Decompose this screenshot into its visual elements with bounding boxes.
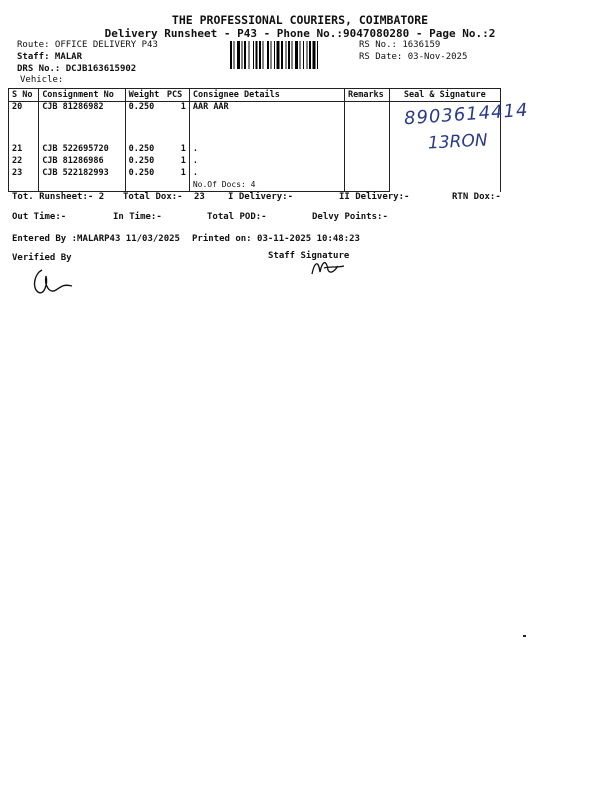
printed-on: Printed on: 03-11-2025 10:48:23 (192, 234, 360, 244)
verified-by-label: Verified By (12, 253, 72, 263)
cell-details: . (189, 144, 344, 156)
scan-mark (523, 635, 526, 637)
cell-sno: 23 (9, 168, 39, 180)
total-dox-label: Total Dox:- (123, 192, 183, 202)
total-pod: Total POD:- (207, 212, 267, 222)
col-consignee: Consignee Details (189, 89, 344, 102)
cell-weight: 0.250 (125, 168, 164, 180)
company-name: THE PROFESSIONAL COURIERS, COIMBATORE (171, 13, 429, 27)
cell-sno: 22 (9, 156, 39, 168)
rtn-dox: RTN Dox:- (452, 192, 501, 202)
col-weight: Weight (125, 89, 164, 102)
entered-by: Entered By :MALARP43 11/03/2025 (12, 234, 180, 244)
col-consignment: Consignment No (39, 89, 125, 102)
drs-number: DRS No.: DCJB163615902 (17, 64, 137, 74)
col-remarks: Remarks (344, 89, 389, 102)
cell-consignment: CJB 522695720 (39, 144, 125, 156)
delvy-points: Delvy Points:- (312, 212, 388, 222)
cell-consignment: CJB 81286986 (39, 156, 125, 168)
rs-number: RS No.: 1636159 (359, 40, 441, 50)
cell-sno: 20 (9, 102, 39, 144)
staff-signature-label: Staff Signature (268, 251, 350, 261)
col-seal-signature: Seal & Signature (389, 89, 500, 102)
cell-consignment: CJB 81286982 (39, 102, 125, 144)
runsheet-title: Delivery Runsheet - P43 - Phone No.:9047080280 - Page No.:2 (104, 27, 496, 40)
vehicle-label: Vehicle: (20, 75, 64, 85)
cell-weight: 0.250 (125, 156, 164, 168)
cell-consignment: CJB 522182993 (39, 168, 125, 180)
cell-remarks (344, 168, 389, 180)
cell-details: . (189, 168, 344, 180)
staff-signature (304, 254, 348, 278)
cell-pcs: 1 (164, 168, 190, 180)
cell-details: AAR AAR (189, 102, 344, 144)
col-pcs: PCS (164, 89, 190, 102)
cell-weight: 0.250 (125, 102, 164, 144)
cell-pcs: 1 (164, 102, 190, 144)
cell-pcs: 1 (164, 144, 190, 156)
route-label: Route: OFFICE DELIVERY P43 (17, 40, 158, 50)
in-time: In Time:- (113, 212, 162, 222)
i-delivery: I Delivery:- (228, 192, 294, 202)
handwritten-phone: 8903614414 (403, 99, 530, 130)
no-of-docs: No.Of Docs: 4 (189, 180, 344, 192)
total-dox-value: 23 (194, 192, 205, 202)
cell-details: . (189, 156, 344, 168)
rs-date: RS Date: 03-Nov-2025 (359, 52, 468, 62)
col-sno: S No (9, 89, 39, 102)
cell-pcs: 1 (164, 156, 190, 168)
cell-remarks (344, 156, 389, 168)
verified-signature (28, 266, 78, 300)
cell-sno: 21 (9, 144, 39, 156)
handwritten-name: 13RON (427, 130, 489, 154)
ii-delivery: II Delivery:- (339, 192, 410, 202)
table-header-row (9, 89, 501, 102)
tot-runsheet: Tot. Runsheet:- 2 (12, 192, 105, 202)
barcode (230, 41, 356, 69)
out-time: Out Time:- (12, 212, 67, 222)
staff-label: Staff: MALAR (17, 52, 83, 62)
cell-remarks (344, 102, 389, 144)
cell-weight: 0.250 (125, 144, 164, 156)
cell-remarks (344, 144, 389, 156)
